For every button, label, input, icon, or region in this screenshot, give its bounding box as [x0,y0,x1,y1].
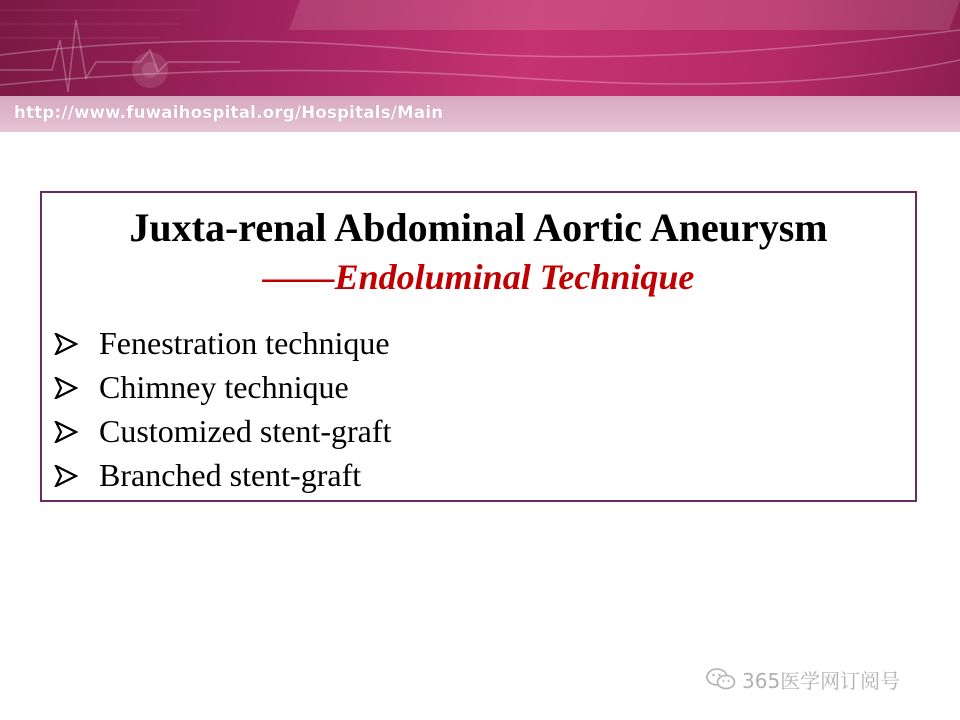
arrow-bullet-icon [54,377,78,399]
watermark-text: 365医学网订阅号 [742,668,901,693]
arrow-bullet-icon [54,333,78,355]
content-box [40,191,917,502]
bullet-text: Chimney technique [99,369,349,405]
slide-title: Juxta-renal Abdominal Aortic Aneurysm [129,205,828,250]
bullet-text: Fenestration technique [99,325,390,361]
arrow-bullet-icon [54,465,78,487]
bullet-text: Branched stent-graft [99,457,362,493]
watermark [706,664,900,694]
wechat-icon [706,667,736,691]
header-banner [0,0,960,96]
url-bar [0,96,960,132]
ecg-wave-icon [0,0,960,96]
url-text: http://www.fuwaihospital.org/Hospitals/Main [14,103,444,122]
arrow-bullet-icon [54,421,78,443]
bullet-text: Customized stent-graft [99,413,392,449]
slide-subtitle: ——Endoluminal Technique [262,257,695,297]
